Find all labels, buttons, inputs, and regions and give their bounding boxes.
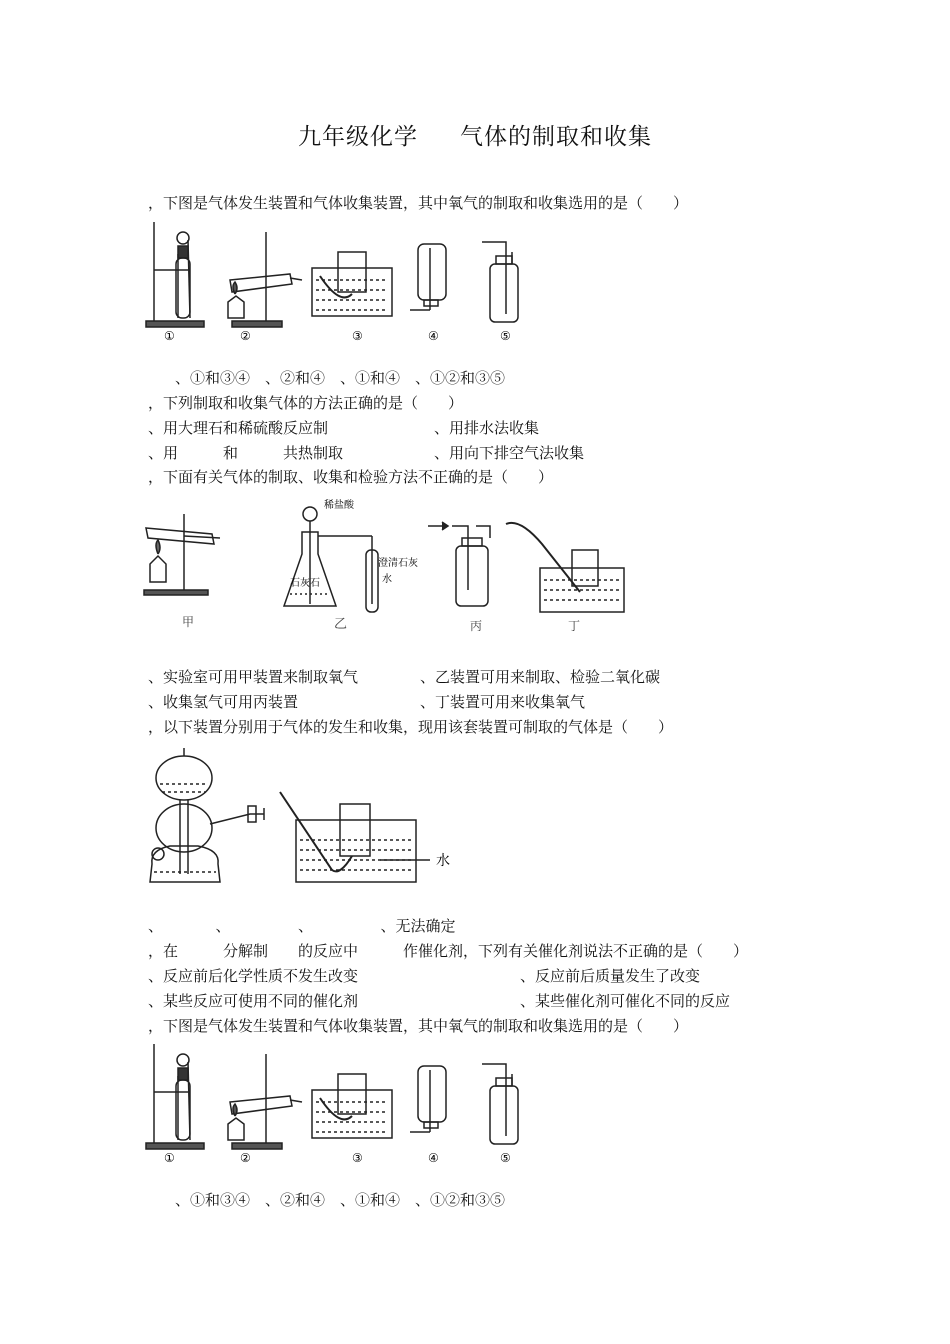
apparatus-1-stand-test-tube: [146, 1044, 204, 1149]
label-1: ①: [164, 1151, 175, 1165]
label-2: ②: [240, 1151, 251, 1165]
apparatus-4-inverted-bottle: [410, 244, 446, 310]
q2-stem: ，下列制取和收集气体的方法正确的是（ ）: [148, 394, 464, 412]
q5-stem: ，在 分解制 的反应中 作催化剂，下列有关催化剂说法不正确的是（ ）: [148, 942, 749, 960]
title-subject: 九年级化学: [298, 124, 418, 150]
label-2: ②: [240, 329, 251, 343]
q5-option-a: 、反应前后化学性质不发生改变: [148, 967, 359, 985]
q5-option-b: 、反应前后质量发生了改变: [520, 967, 701, 985]
q3-apparatus-figure: [140, 494, 630, 644]
water-trough: [280, 792, 430, 882]
title-topic: 气体的制取和收集: [460, 124, 652, 150]
q3-option-b: 、乙装置可用来制取、检验二氧化碳: [420, 668, 661, 686]
apparatus-yi: [284, 507, 378, 612]
label-water: 水: [436, 853, 450, 869]
q5-option-d: 、某些催化剂可催化不同的反应: [520, 992, 731, 1010]
apparatus-2-heated-test-tube: [228, 1054, 302, 1149]
apparatus-3-water-trough: [312, 1074, 392, 1138]
label-1: ①: [164, 329, 175, 343]
q1-stem: ，下图是气体发生装置和气体收集装置，其中氧气的制取和收集选用的是（ ）: [148, 194, 689, 212]
label-acid: 稀盐酸: [324, 500, 354, 511]
q1-options: 、①和③④ 、②和④ 、①和④ 、①②和③⑤: [160, 369, 506, 387]
apparatus-bing: [428, 522, 490, 606]
label-limewater-water: 水: [382, 574, 392, 585]
q2-option-d: 、用向下排空气法收集: [434, 444, 585, 462]
apparatus-4-inverted-bottle: [410, 1066, 446, 1132]
label-limestone: 石灰石: [290, 578, 320, 589]
label-yi: 乙: [334, 617, 348, 632]
apparatus-2-heated-test-tube: [228, 232, 302, 327]
label-ding: 丁: [568, 619, 581, 633]
label-4: ④: [428, 1151, 439, 1165]
q4-options: 、 、 、 、无法确定: [148, 917, 456, 935]
apparatus-ding: [506, 523, 624, 612]
q3-option-a: 、实验室可用甲装置来制取氧气: [148, 668, 359, 686]
label-bing: 丙: [470, 619, 483, 633]
q6-apparatus-figure: [140, 1040, 540, 1170]
q2-option-c: 、用 和 共热制取: [148, 444, 344, 462]
label-3: ③: [352, 329, 363, 343]
kipp-generator: [150, 748, 264, 882]
apparatus-1-stand-test-tube: [146, 222, 204, 327]
label-limewater: 澄清石灰: [378, 558, 418, 569]
q4-apparatus-figure: [140, 744, 470, 889]
q5-option-c: 、某些反应可使用不同的催化剂: [148, 992, 359, 1010]
q6-stem: ，下图是气体发生装置和气体收集装置，其中氧气的制取和收集选用的是（ ）: [148, 1017, 689, 1035]
apparatus-5-gas-bottle: [482, 242, 518, 322]
q6-options: 、①和③④ 、②和④ 、①和④ 、①②和③⑤: [160, 1191, 506, 1209]
q3-stem: ，下面有关气体的制取、收集和检验方法不正确的是（ ）: [148, 468, 554, 486]
apparatus-3-water-trough: [312, 252, 392, 316]
label-jia: 甲: [182, 615, 195, 629]
label-5: ⑤: [500, 329, 511, 343]
q2-option-b: 、用排水法收集: [434, 419, 540, 437]
q4-stem: ，以下装置分别用于气体的发生和收集，现用该套装置可制取的气体是（ ）: [148, 718, 674, 736]
label-5: ⑤: [500, 1151, 511, 1165]
q1-apparatus-figure: [140, 218, 540, 348]
label-3: ③: [352, 1151, 363, 1165]
label-4: ④: [428, 329, 439, 343]
q3-option-c: 、收集氢气可用丙装置: [148, 693, 299, 711]
document-title: [0, 118, 950, 151]
apparatus-5-gas-bottle: [482, 1064, 518, 1144]
q3-option-d: 、丁装置可用来收集氧气: [420, 693, 586, 711]
q2-option-a: 、用大理石和稀硫酸反应制: [148, 419, 329, 437]
apparatus-jia: [144, 514, 220, 595]
